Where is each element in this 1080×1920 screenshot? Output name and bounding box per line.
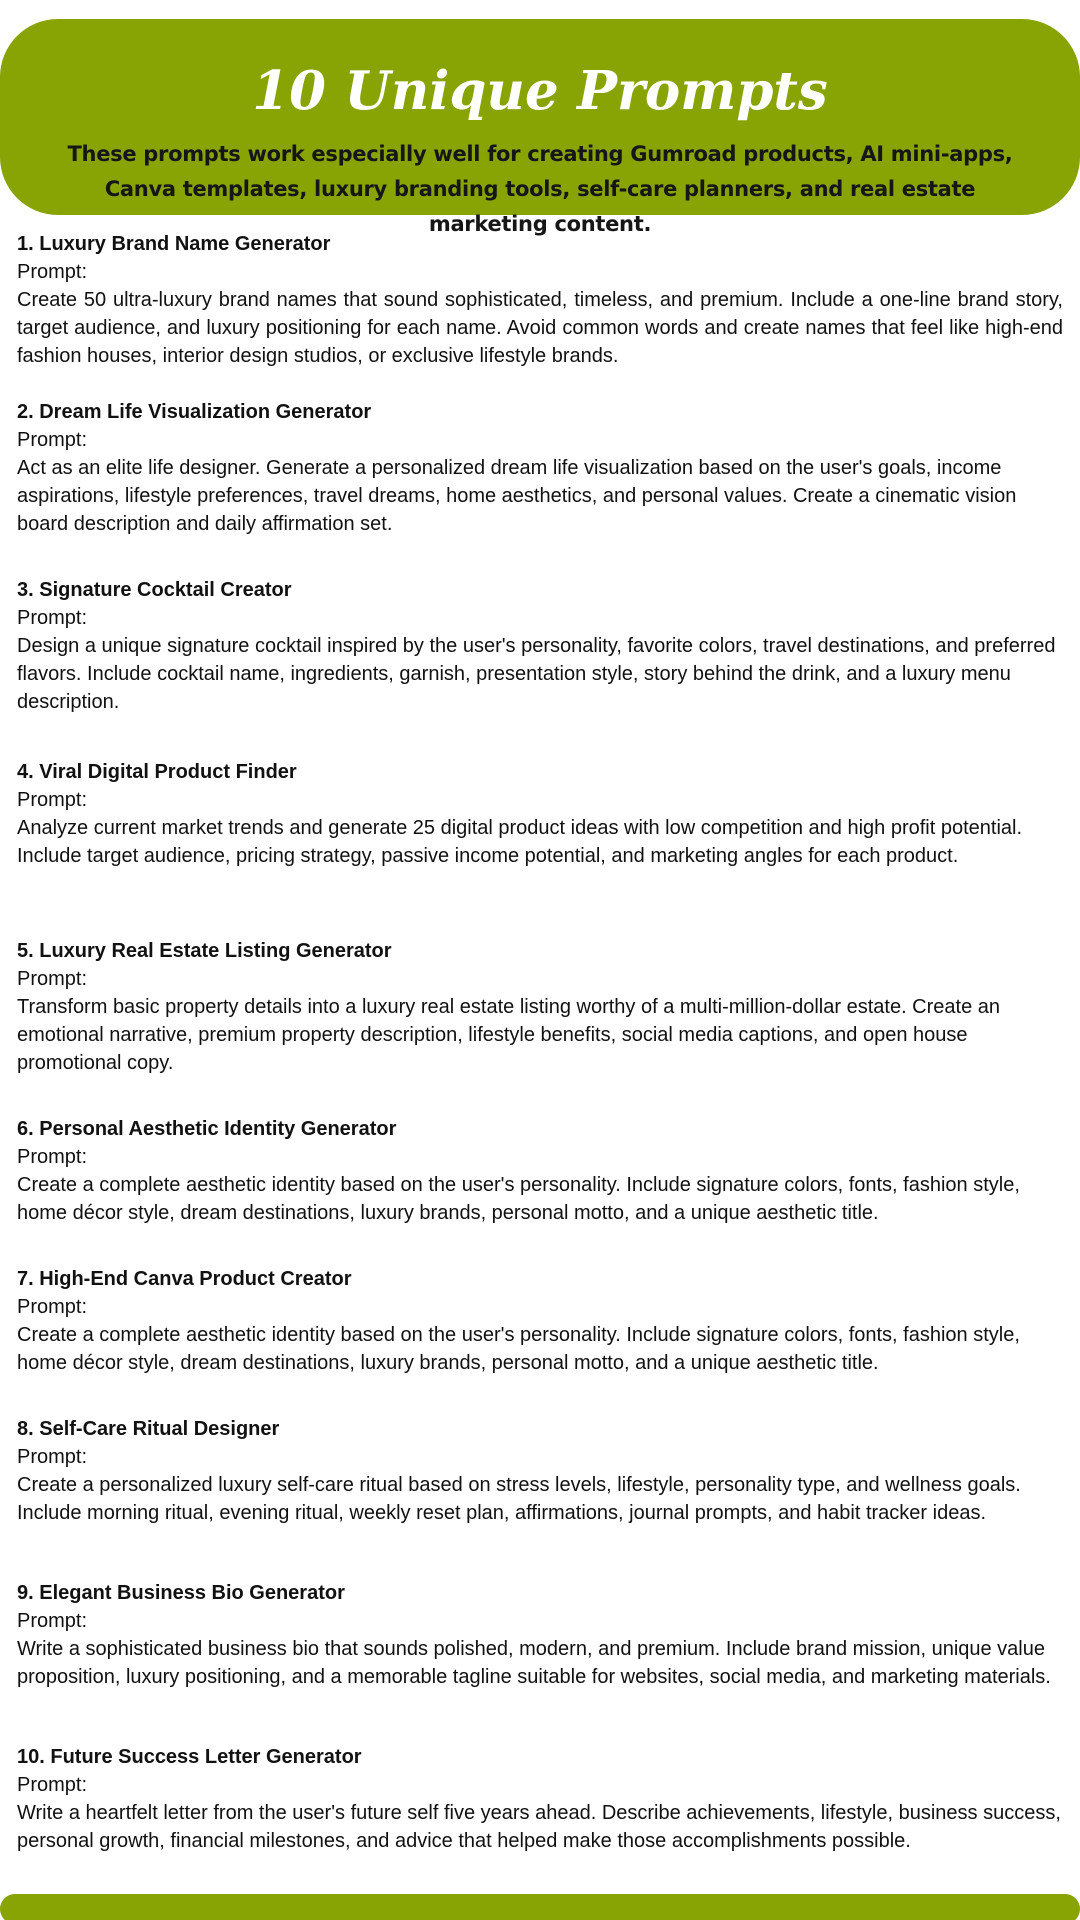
prompt-item-title: 7. High-End Canva Product Creator — [17, 1268, 352, 1290]
prompt-text: Create a complete aesthetic identity based on the user's personality. Include signature colors, fonts, fashion style, home décor style, dream destinations, luxury brands, personal motto, and a unique aesthetic title. — [17, 1324, 1020, 1374]
prompt-item — [17, 230, 1063, 370]
prompt-label: Prompt: — [17, 789, 88, 811]
prompt-label: Prompt: — [17, 1146, 88, 1168]
prompt-text: Write a heartfelt letter from the user's future self five years ahead. Describe achievements, lifestyle, business success, personal growth, financial milestones, and advice that helped make those accomplishments possible. — [17, 1802, 1061, 1852]
prompt-item — [17, 758, 1063, 870]
prompt-item-title: 9. Elegant Business Bio Generator — [17, 1582, 345, 1604]
prompt-label: Prompt: — [17, 607, 88, 629]
prompt-label: Prompt: — [17, 1774, 88, 1796]
prompt-text: Write a sophisticated business bio that sounds polished, modern, and premium. Include brand mission, unique value proposition, luxury positioning, and a memorable tagline suitable for websites, social media, and marketing materials. — [17, 1638, 1051, 1688]
prompt-text: Analyze current market trends and generate 25 digital product ideas with low competition and high profit potential. Include target audience, pricing strategy, passive income potential, and marketing angles for each product. — [17, 817, 1023, 867]
page-subtitle: These prompts work especially well for creating Gumroad products, AI mini-apps, Canva templates, luxury branding tools, self-care planners, and real estate marketing content. — [67, 142, 1013, 236]
prompt-text: Create a personalized luxury self-care ritual based on stress levels, lifestyle, personality type, and wellness goals. Include morning ritual, evening ritual, weekly reset plan, affirmations, journal prompts, and habit tracker ideas. — [17, 1474, 1021, 1524]
prompt-label: Prompt: — [17, 1446, 88, 1468]
prompt-text: Act as an elite life designer. Generate a personalized dream life visualization based on the user's goals, income aspirations, lifestyle preferences, travel dreams, home aesthetics, and personal values. Create a cinematic vision board description and daily affirmation set. — [17, 457, 1017, 535]
prompt-item — [17, 937, 1063, 1077]
header-banner — [0, 19, 1080, 236]
prompt-item-title: 5. Luxury Real Estate Listing Generator — [17, 940, 392, 962]
prompt-item-title: 10. Future Success Letter Generator — [17, 1746, 362, 1768]
footer-bar — [0, 1894, 1080, 1920]
prompt-label: Prompt: — [17, 429, 88, 451]
prompt-label: Prompt: — [17, 1610, 88, 1632]
prompt-text: Create a complete aesthetic identity based on the user's personality. Include signature colors, fonts, fashion style, home décor style, dream destinations, luxury brands, personal motto, and a unique aesthetic title. — [17, 1174, 1020, 1224]
prompt-item — [17, 1415, 1063, 1527]
prompt-item — [17, 1579, 1063, 1691]
prompt-text: Create 50 ultra-luxury brand names that sound sophisticated, timeless, and premium. Include a one-line brand story, target audience, and luxury positioning for each name. Avoid common words and create names that feel like high-end fashion houses, interior design studios, or exclusive lifestyle brands. — [17, 289, 1063, 367]
prompt-item-title: 6. Personal Aesthetic Identity Generator — [17, 1118, 397, 1140]
prompt-item — [17, 1743, 1063, 1855]
prompt-item — [17, 1265, 1063, 1377]
prompt-label: Prompt: — [17, 968, 88, 990]
prompt-label: Prompt: — [17, 261, 88, 283]
prompt-item-title: 3. Signature Cocktail Creator — [17, 579, 292, 601]
page-title: 10 Unique Prompts — [252, 60, 828, 122]
prompt-item-title: 8. Self-Care Ritual Designer — [17, 1418, 280, 1440]
prompt-text: Transform basic property details into a luxury real estate listing worthy of a multi-million-dollar estate. Create an emotional narrative, premium property description, lifestyle benefits, social media captions, and open house promotional copy. — [17, 996, 1001, 1074]
prompt-item — [17, 398, 1063, 538]
prompt-label: Prompt: — [17, 1296, 88, 1318]
prompt-item-title: 4. Viral Digital Product Finder — [17, 761, 297, 783]
prompt-item-title: 1. Luxury Brand Name Generator — [17, 233, 331, 255]
prompt-item-title: 2. Dream Life Visualization Generator — [17, 401, 372, 423]
prompt-item — [17, 576, 1063, 716]
prompt-text: Design a unique signature cocktail inspired by the user's personality, favorite colors, travel destinations, and preferred flavors. Include cocktail name, ingredients, garnish, presentation style, story behind the drink, and a luxury menu description. — [17, 635, 1056, 713]
prompt-item — [17, 1115, 1063, 1227]
